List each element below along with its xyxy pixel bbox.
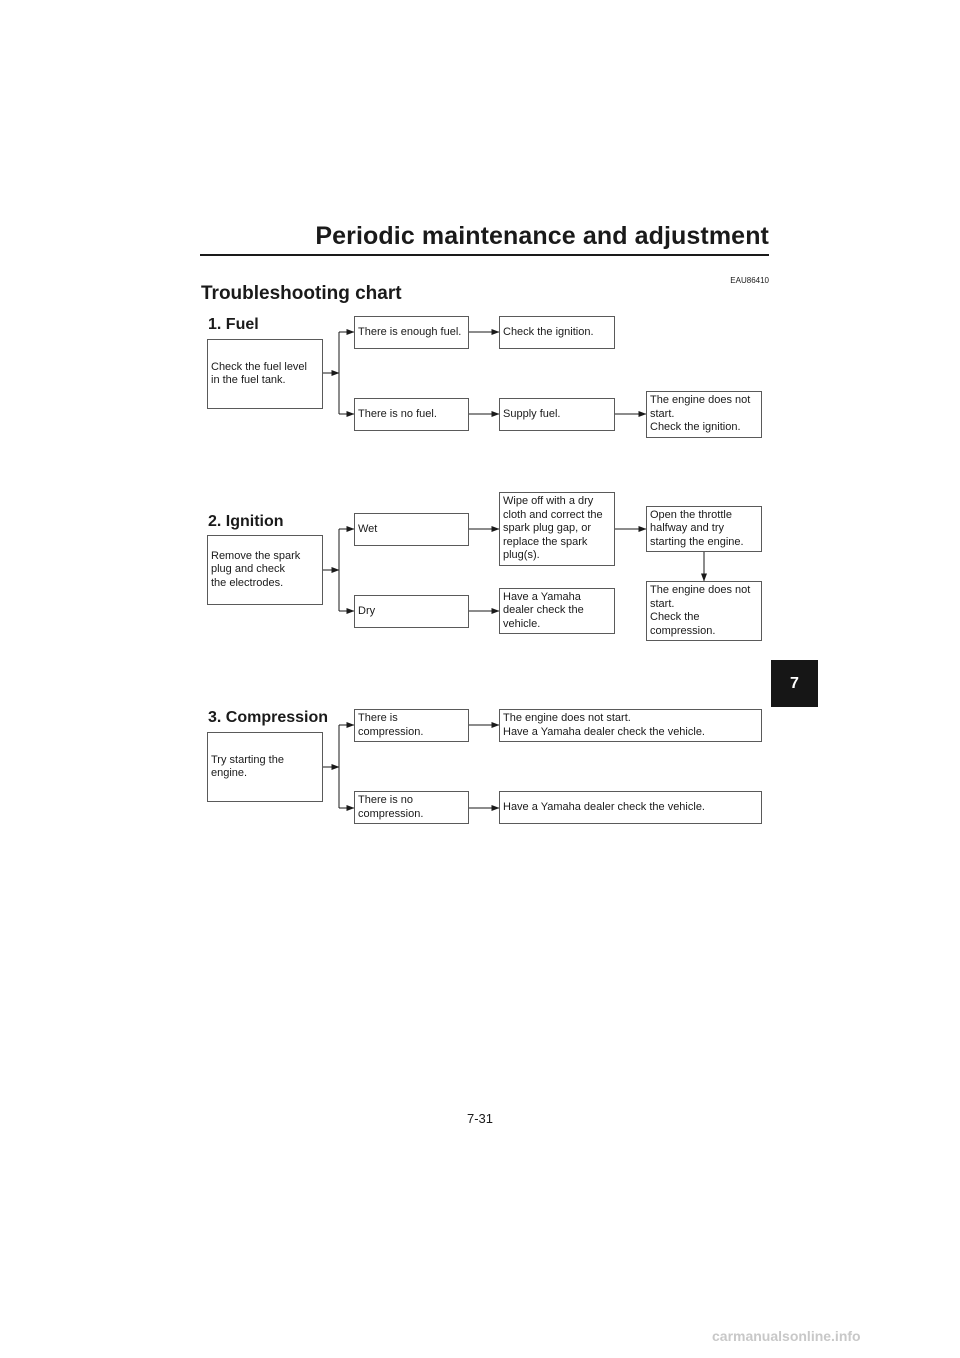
group-title-compression: 3. Compression [208, 709, 329, 726]
compression-yes-action-box [499, 709, 762, 742]
ignition-result-text: Open the throttle halfway and try starting the engine. [650, 508, 744, 548]
fuel-start-text: Check the fuel level in the fuel tank. [211, 360, 307, 386]
watermark: carmanualsonline.info [712, 1328, 861, 1344]
page-number: 7-31 [466, 1111, 494, 1126]
fuel-result-box [646, 391, 762, 438]
compression-yes-box [354, 709, 469, 742]
compression-no-box [354, 791, 469, 824]
ignition-wet-action-box [499, 492, 615, 566]
ignition-followup-box [646, 581, 762, 641]
fuel-enough-action-text: Check the ignition. [503, 325, 594, 338]
chapter-tab: 7 [771, 660, 818, 707]
compression-yes-action-text: The engine does not start. Have a Yamaha dealer check the vehicle. [503, 712, 705, 738]
section-title: Troubleshooting chart [201, 283, 402, 304]
compression-start-text: Try starting the engine. [211, 753, 284, 779]
ignition-wet-box [354, 513, 469, 546]
compression-no-action-box [499, 791, 762, 824]
ignition-dry-box [354, 595, 469, 628]
compression-yes-text: There is compression. [358, 712, 424, 738]
ignition-followup-text: The engine does not start. Check the compression. [650, 584, 751, 637]
ignition-dry-action-text: Have a Yamaha dealer check the vehicle. [503, 590, 584, 630]
ignition-result-box [646, 506, 762, 552]
ignition-dry-text: Dry [358, 604, 376, 617]
compression-no-text: There is no compression. [358, 794, 424, 820]
group-title-ignition: 2. Ignition [208, 513, 284, 530]
group-title-fuel: 1. Fuel [208, 316, 259, 333]
fuel-result-text: The engine does not start. Check the ignition. [650, 394, 751, 434]
fuel-enough-box [354, 316, 469, 349]
fuel-none-action-text: Supply fuel. [503, 407, 561, 420]
ignition-start-text: Remove the spark plug and check the electrodes. [211, 549, 301, 589]
ignition-dry-action-box [499, 588, 615, 634]
ignition-wet-text: Wet [358, 522, 378, 535]
fuel-none-box [354, 398, 469, 431]
fuel-none-action-box [499, 398, 615, 431]
ignition-wet-action-text: Wipe off with a dry cloth and correct the spark plug gap, or replace the spark plug(s). [503, 495, 603, 562]
section-code: EAU86410 [730, 276, 769, 285]
fuel-none-text: There is no fuel. [358, 407, 437, 420]
page-header-title: Periodic maintenance and adjustment [315, 222, 769, 250]
ignition-start-box [207, 535, 323, 605]
compression-start-box [207, 732, 323, 802]
fuel-enough-text: There is enough fuel. [358, 325, 462, 338]
fuel-start-box [207, 339, 323, 409]
fuel-enough-action-box [499, 316, 615, 349]
compression-no-action-text: Have a Yamaha dealer check the vehicle. [503, 800, 705, 813]
